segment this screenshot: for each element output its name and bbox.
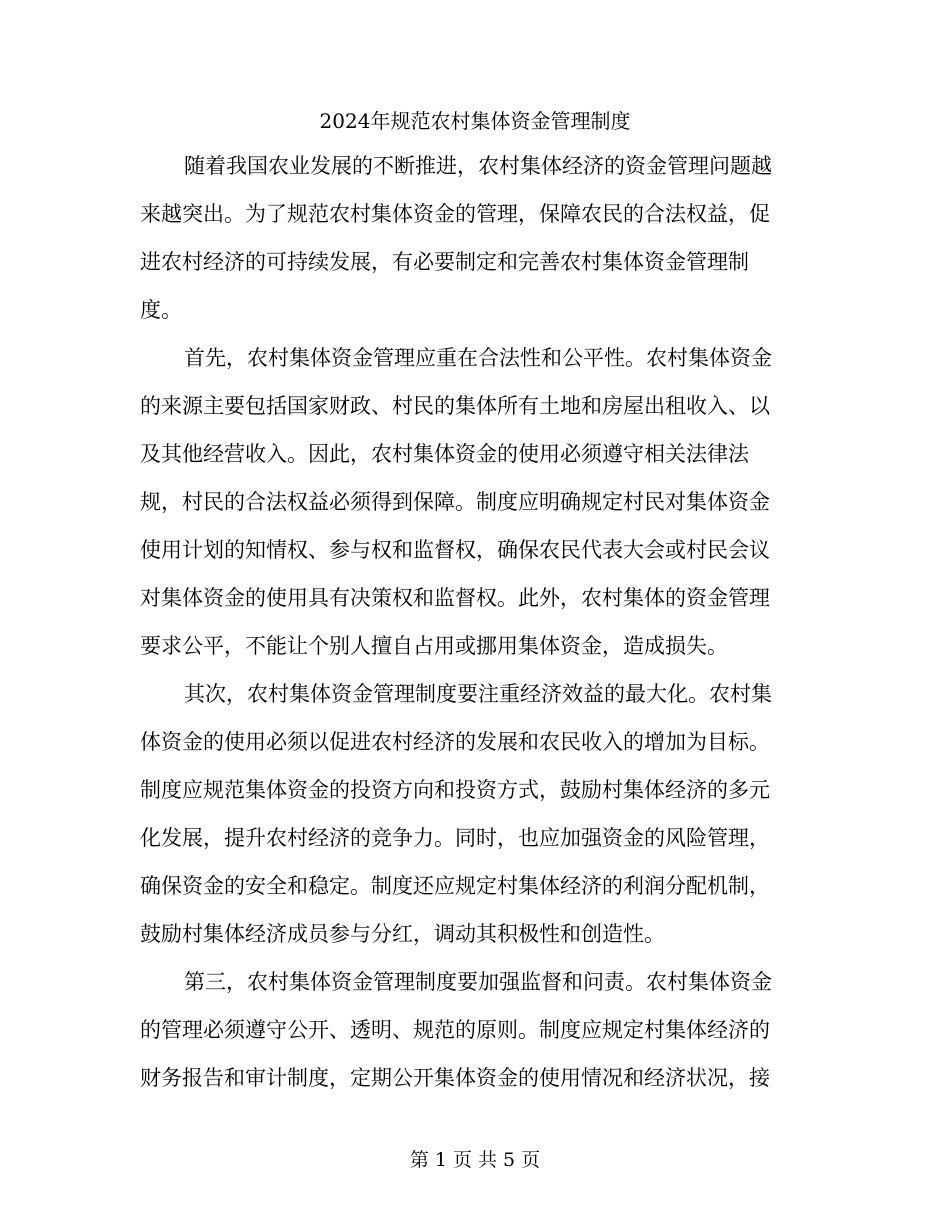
- text-line: 及其他经营收入。因此，农村集体资金的使用必须遵守相关法律法: [140, 442, 749, 466]
- text-line: 第三，农村集体资金管理制度要加强监督和问责。农村集体资金: [184, 970, 772, 994]
- page-footer: 第 1 页 共 5 页: [409, 1149, 541, 1171]
- text-line: 其次，农村集体资金管理制度要注重经济效益的最大化。农村集: [184, 682, 772, 706]
- text-line: 规，村民的合法权益必须得到保障。制度应明确规定村民对集体资金: [140, 490, 770, 514]
- text-line: 随着我国农业发展的不断推进，农村集体经济的资金管理问题越: [184, 154, 772, 178]
- text-line: 首先，农村集体资金管理应重在合法性和公平性。农村集体资金: [184, 346, 772, 370]
- text-line: 体资金的使用必须以促进农村经济的发展和农民收入的增加为目标。: [140, 730, 770, 754]
- text-line: 的管理必须遵守公开、透明、规范的原则。制度应规定村集体经济的: [140, 1018, 770, 1042]
- text-line: 对集体资金的使用具有决策权和监督权。此外，农村集体的资金管理: [140, 586, 770, 610]
- paragraph: [140, 142, 812, 334]
- paragraph: [140, 334, 812, 670]
- text-line: 度。: [140, 298, 182, 322]
- paragraph: [140, 958, 812, 1102]
- text-line: 制度应规范集体资金的投资方向和投资方式，鼓励村集体经济的多元: [140, 778, 770, 802]
- text-line: 来越突出。为了规范农村集体资金的管理，保障农民的合法权益，促: [140, 202, 770, 226]
- document-body: [140, 142, 812, 1102]
- text-line: 化发展，提升农村经济的竞争力。同时，也应加强资金的风险管理，: [140, 826, 770, 850]
- text-line: 的来源主要包括国家财政、村民的集体所有土地和房屋出租收入、以: [140, 394, 770, 418]
- text-line: 进农村经济的可持续发展，有必要制定和完善农村集体资金管理制: [140, 250, 749, 274]
- paragraph: [140, 670, 812, 958]
- text-line: 使用计划的知情权、参与权和监督权，确保农民代表大会或村民会议: [140, 538, 770, 562]
- document-title: 2024年规范农村集体资金管理制度: [319, 109, 631, 133]
- text-line: 确保资金的安全和稳定。制度还应规定村集体经济的利润分配机制，: [140, 874, 770, 898]
- text-line: 财务报告和审计制度，定期公开集体资金的使用情况和经济状况，接: [140, 1066, 770, 1090]
- text-line: 鼓励村集体经济成员参与分红，调动其积极性和创造性。: [140, 922, 665, 946]
- text-line: 要求公平，不能让个别人擅自占用或挪用集体资金，造成损失。: [140, 634, 728, 658]
